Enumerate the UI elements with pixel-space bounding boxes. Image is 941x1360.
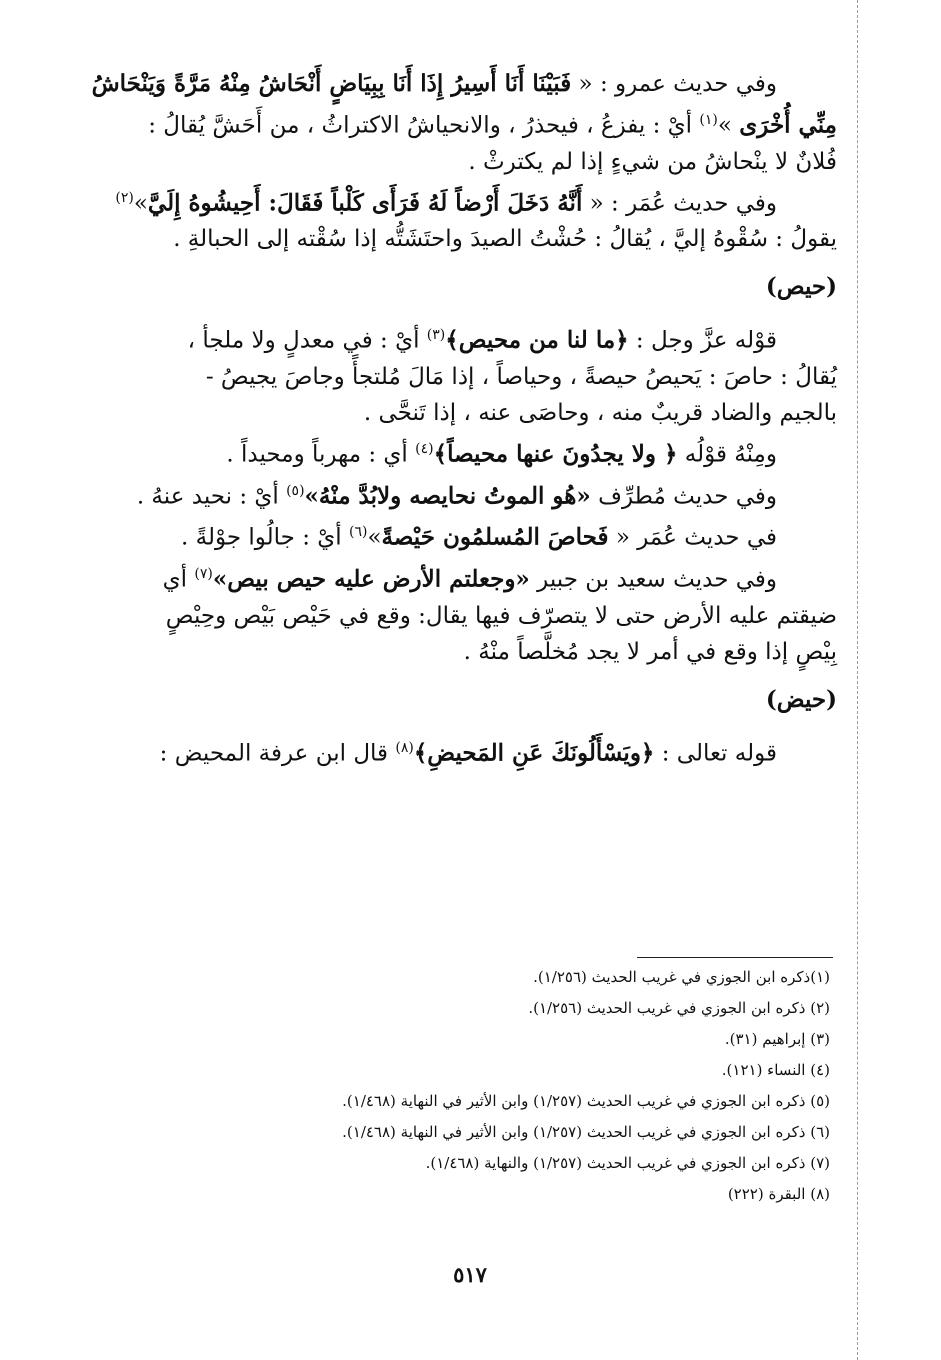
text-line	[125, 431, 837, 473]
text-line	[125, 102, 837, 144]
text-line	[125, 634, 837, 670]
main-text	[91, 66, 837, 771]
text-line	[125, 144, 837, 180]
section-heading: (حيض)	[765, 685, 837, 713]
footnote-ref: (٦)	[348, 524, 368, 541]
plain-text: أي : مهرباً ومحيداً .	[226, 441, 416, 468]
plain-text: أيْ : نحيد عنهُ .	[136, 483, 287, 510]
text-line	[125, 317, 837, 359]
quoted-text: مِنِّي أُخْرَى	[739, 111, 837, 139]
footnote: (٣) إبراهيم (٣١).	[724, 1030, 830, 1048]
plain-text: »	[367, 524, 382, 551]
plain-text: بِيْصٍ إذا وقع في أمر لا يجد مُخلَّصاً منْهُ .	[463, 638, 837, 665]
page-number: ٥١٧	[453, 1262, 487, 1287]
text-line	[125, 359, 837, 395]
footnote-ref: (٧)	[194, 565, 213, 582]
plain-text: وفي حديث مُطرِّف	[590, 483, 777, 510]
quoted-text: فَحاصَ المُسلمُون حَيْصةً	[381, 523, 609, 551]
footnote-separator	[637, 957, 833, 958]
plain-text: وفي حديث عمرو : «	[571, 71, 777, 97]
plain-text: أي	[162, 566, 195, 593]
footnote-ref: (١)	[699, 112, 718, 128]
section-heading: (حيص)	[765, 273, 837, 301]
footnote: (٦) ذكره ابن الجوزي في غريب الحديث (١/٢٥٧) وابن الأثير في النهاية (١/٤٦٨).	[342, 1123, 830, 1141]
text-line	[125, 556, 837, 598]
quoted-text: «هُو الموتُ نحايصه ولابُدَّ منْهُ»	[304, 482, 591, 510]
spacer	[125, 718, 837, 730]
footnote: (٢) ذكره ابن الجوزي في غريب الحديث (١/٢٥٦).	[528, 999, 830, 1017]
text-line	[125, 514, 837, 556]
footnote: (١)ذكره ابن الجوزي في غريب الحديث (١/٢٥٦).	[533, 968, 830, 986]
plain-text: يُقالُ : حاصَ : يَحيصُ حيصةً ، وحياصاً ، إذا مَالَ مُلتجأً وجاصَ يجيصُ -	[205, 363, 837, 390]
plain-text: »	[717, 112, 740, 139]
spacer	[125, 257, 837, 269]
plain-text: أيْ : يفزعُ ، فيحذرُ ، والانحياشُ الاكتراثُ ، من أَحَشَّ يُقالُ :	[148, 112, 700, 139]
plain-text: أيْ : جالُوا جوْلةً .	[181, 524, 349, 551]
footnote: (٤) النساء (١٢١).	[721, 1061, 830, 1079]
footnote-ref: (٢)	[115, 189, 134, 206]
plain-text: فُلانٌ لا ينْحاشُ من شيءٍ إذا لم يكترثْ .	[468, 148, 837, 175]
quoted-text: ﴿ما لنا من محيص﴾	[445, 326, 629, 354]
plain-text: قوْله عزَّ وجل :	[628, 327, 777, 354]
footnotes	[150, 962, 830, 1210]
footnote-ref: (٣)	[426, 327, 446, 344]
text-line	[125, 395, 837, 431]
footnote: (٥) ذكره ابن الجوزي في غريب الحديث (١/٢٥٧) وابن الأثير في النهاية (١/٤٦٨).	[342, 1092, 830, 1110]
quoted-text: ﴿ويَسْأَلُونَكَ عَنِ المَحيضِ﴾	[413, 739, 655, 767]
quoted-text: أَنَّهُ دَخَلَ أَرْضاً لَهُ فَرَأَى كَلْباً فَقَالَ: أَحِيشُوهُ إِلَيَّ	[147, 189, 583, 217]
plain-text: بالجيم والضاد قريبٌ منه ، وحاصَى عنه ، إذا تَنحَّى .	[363, 399, 837, 426]
spacer	[125, 305, 837, 317]
plain-text: قال ابن عرفة المحيض :	[159, 740, 396, 767]
spacer	[125, 670, 837, 682]
footnote: (٧) ذكره ابن الجوزي في غريب الحديث (١/٢٥٧) والنهاية (١/٤٦٨).	[425, 1154, 830, 1172]
text-line	[91, 66, 837, 102]
text-line	[125, 598, 837, 634]
plain-text: قوله تعالى :	[654, 740, 777, 767]
plain-text: وفي حديث عُمَر : «	[582, 190, 777, 217]
plain-text: »	[133, 190, 148, 217]
quoted-text: فَبَيْنَا أَنَا أَسِيرُ إِذَا أَنَا بِبِيَاضٍ أَنْحَاشُ مِنْهُ مَرَّةً وَيَنْحَاشُ	[91, 70, 572, 97]
footnote-ref: (٨)	[395, 739, 414, 756]
plain-text: أيْ : في معدلٍ ولا ملجأ ،	[187, 327, 427, 354]
footnote-ref: (٤)	[415, 440, 434, 457]
quoted-text: ﴿ ولا يجدُونَ عنها محيصاً﴾	[433, 440, 678, 468]
text-line	[125, 221, 837, 257]
text-line	[115, 180, 837, 222]
text-line	[125, 473, 837, 515]
plain-text: وفي حديث سعيد بن جبير	[529, 566, 777, 593]
plain-text: يقولُ : سُقْوهُ إليَّ ، يُقالُ : حُشْتُ الصيدَ واحتَشَتُّه إذا سُقْته إلى الحبالةِ .	[173, 226, 837, 253]
footnote-ref: (٥)	[286, 482, 305, 499]
page-edge-line	[857, 0, 858, 1360]
quoted-text: «وجعلتم الأرض عليه حيص بيص»	[212, 565, 530, 593]
plain-text: ومِنْهُ قوْلُه	[677, 441, 777, 468]
footnote: (٨) البقرة (٢٢٢)	[727, 1185, 830, 1203]
text-line	[125, 730, 837, 772]
plain-text: ضيقتم عليه الأرض حتى لا يتصرّف فيها يقال: وقع في حَيْص بَيْص وحِيْصٍ	[165, 602, 837, 629]
plain-text: في حديث عُمَر «	[608, 524, 777, 551]
